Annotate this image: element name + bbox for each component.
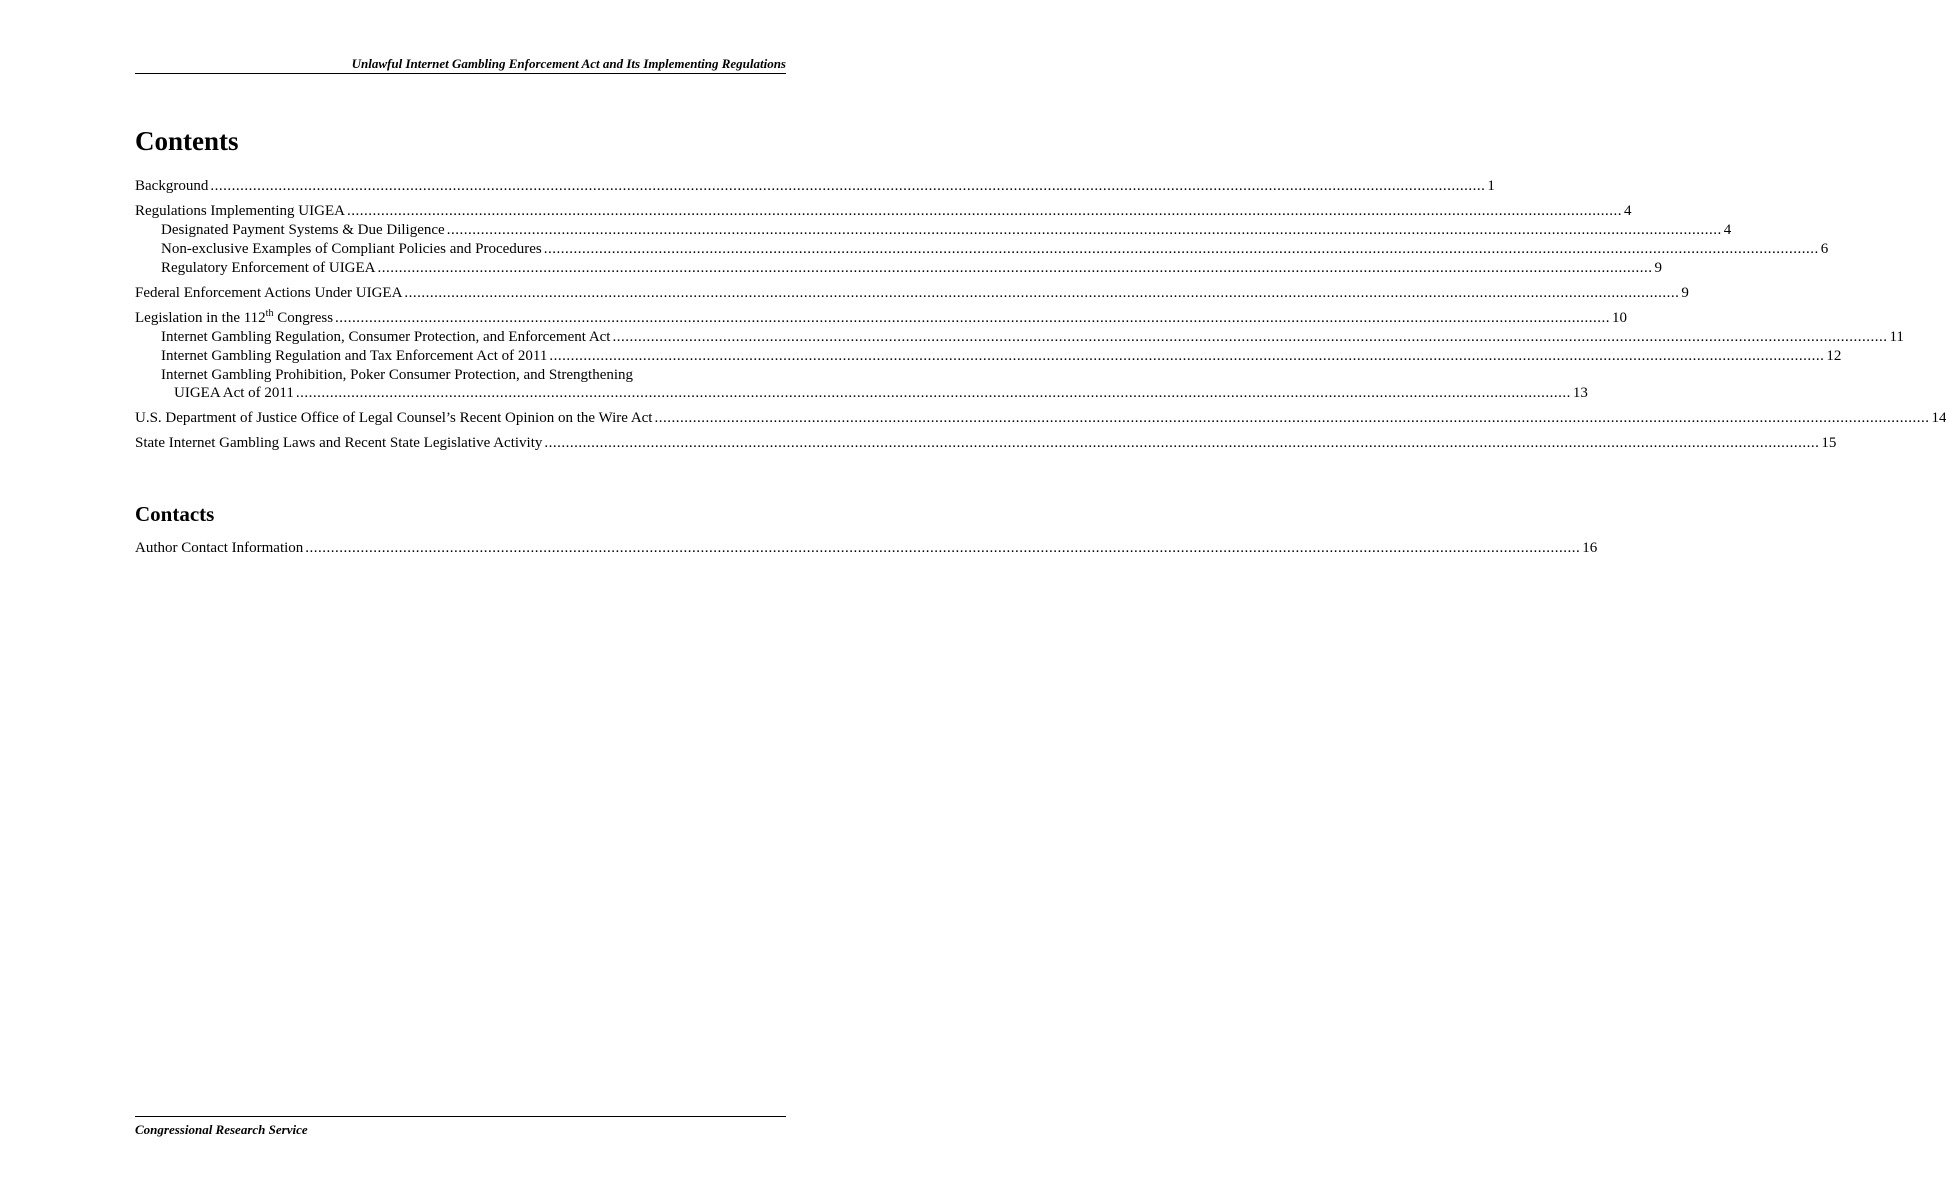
table-of-contents [135,177,1946,452]
title-suffix: Congress [273,310,334,326]
toc-entry-non-exclusive-examples[interactable] [135,240,1829,258]
toc-entry-title: Internet Gambling Regulation and Tax Enforcement Act of 2011 [161,348,548,364]
toc-page-number: 9 [1654,260,1663,276]
dot-leader: ............................................................................................................................................................................................................................................................................................................ [612,329,1888,345]
toc-entry-legislation-112th[interactable] [135,308,1628,327]
toc-entry-title: Non-exclusive Examples of Compliant Policies and Procedures [161,241,542,257]
toc-entry-title: U.S. Department of Justice Office of Legal Counsel’s Recent Opinion on the Wire Act [135,410,653,426]
dot-leader: ............................................................................................................................................................................................................................................................................................................ [210,178,1486,194]
toc-entry-prohibition-act[interactable] [135,366,1588,402]
dot-leader: ............................................................................................................................................................................................................................................................................................................ [335,310,1611,326]
toc-page-number: 4 [1723,222,1732,238]
dot-leader: ............................................................................................................................................................................................................................................................................................................ [305,540,1581,556]
dot-leader: ............................................................................................................................................................................................................................................................................................................ [377,260,1653,276]
toc-entry-state-laws[interactable] [135,434,1837,452]
toc-page-number: 13 [1572,385,1588,401]
toc-entry-title: Author Contact Information [135,540,304,556]
toc-entry-title: Internet Gambling Regulation, Consumer Protection, and Enforcement Act [161,329,611,345]
toc-entry-designated-payment[interactable] [135,221,1732,239]
contents-heading: Contents [135,126,239,156]
dot-leader: ............................................................................................................................................................................................................................................................................................................ [543,241,1819,257]
toc-entry-federal-enforcement[interactable] [135,284,1689,302]
toc-page-number: 14 [1931,410,1946,426]
toc-entry-title: Designated Payment Systems & Due Diligence [161,222,445,238]
toc-entry-regulations[interactable] [135,202,1632,220]
toc-page-number: 16 [1582,540,1598,556]
toc-page-number: 9 [1681,285,1689,301]
contacts-list [135,539,1598,557]
toc-page-number: 6 [1820,241,1829,257]
toc-page-number: 4 [1623,203,1632,219]
toc-entry-title: Regulations Implementing UIGEA [135,203,345,219]
running-footer: Congressional Research Service [135,1116,786,1138]
dot-leader: ............................................................................................................................................................................................................................................................................................................ [295,385,1571,401]
dot-leader: ............................................................................................................................................................................................................................................................................................................ [404,285,1680,301]
dot-leader: ............................................................................................................................................................................................................................................................................................................ [446,222,1722,238]
toc-entry-title [135,309,333,327]
ordinal-superscript: th [265,308,274,319]
dot-leader: ............................................................................................................................................................................................................................................................................................................ [654,410,1930,426]
toc-entry-consumer-protection-act[interactable] [135,328,1904,346]
toc-page-number: 12 [1826,348,1842,364]
toc-entry-title-line2: UIGEA Act of 2011 [174,385,294,401]
toc-entry-title-line1: Internet Gambling Prohibition, Poker Consumer Protection, and Strengthening [161,367,634,383]
dot-leader: ............................................................................................................................................................................................................................................................................................................ [549,348,1825,364]
dot-leader: ............................................................................................................................................................................................................................................................................................................ [346,203,1622,219]
toc-page-number: 10 [1612,310,1628,326]
toc-entry-title: Regulatory Enforcement of UIGEA [161,260,376,276]
toc-page-number: 11 [1889,329,1904,345]
toc-page-number: 15 [1821,435,1837,451]
toc-entry-author-contact[interactable] [135,539,1598,557]
running-header: Unlawful Internet Gambling Enforcement Act and Its Implementing Regulations [135,56,786,74]
toc-entry-title: Federal Enforcement Actions Under UIGEA [135,285,403,301]
toc-page-number: 1 [1487,178,1495,194]
toc-entry-doj-opinion[interactable] [135,409,1946,427]
dot-leader: ............................................................................................................................................................................................................................................................................................................ [544,435,1820,451]
toc-entry-background[interactable] [135,177,1495,195]
toc-entry-tax-enforcement-act[interactable] [135,347,1842,365]
contacts-heading: Contacts [135,502,215,526]
toc-entry-title: State Internet Gambling Laws and Recent State Legislative Activity [135,435,543,451]
toc-entry-regulatory-enforcement[interactable] [135,259,1663,277]
toc-entry-title: Background [135,178,209,194]
title-prefix: Legislation in the 112 [135,310,266,326]
